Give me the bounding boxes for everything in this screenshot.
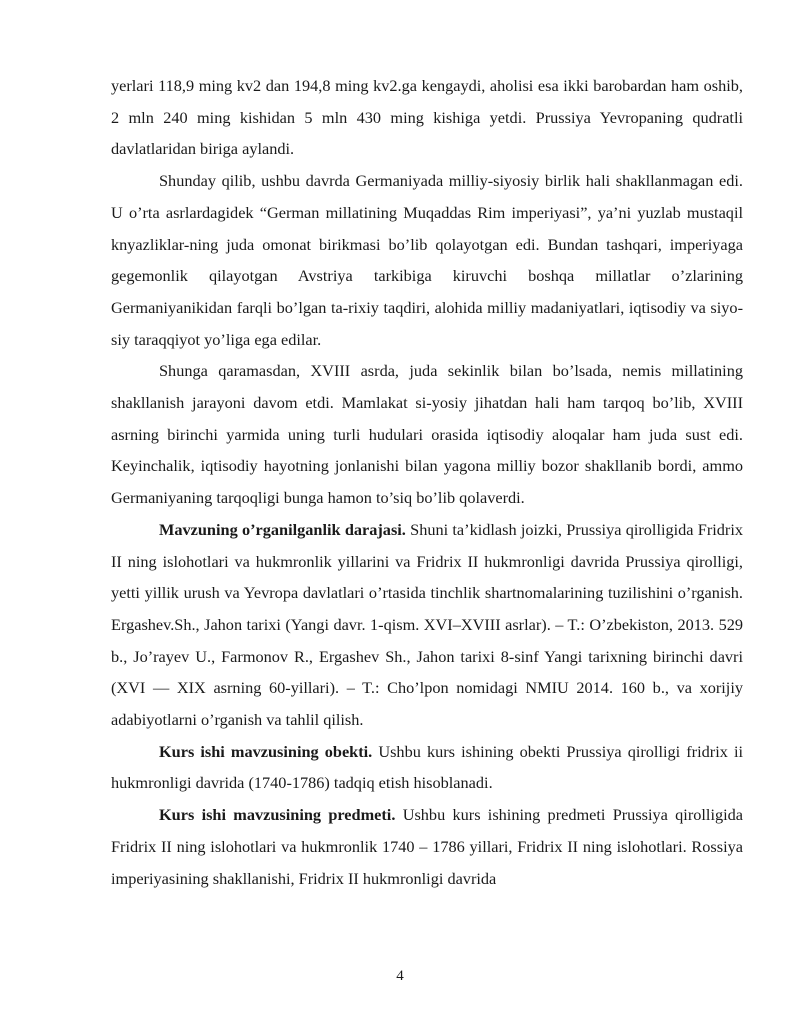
- paragraph-text: Shuni ta’kidlash joizki, Prussiya qirolligida Fridrix II ning islohotlari va hukmronlik yillarini va Fridrix II hukmronligi davrida Prussiya qirolligi, yetti yillik urush va Yevropa davlatlari o’rtasida tinchlik shartnomalarining tuzilishini o’rganish. Ergashev.Sh., Jahon tarixi (Yangi davr. 1-qism. XVI–XVIII asrlar). – T.: O’zbekiston, 2013. 529 b., Jo’rayev U., Farmonov R., Ergashev Sh., Jahon tarixi 8-sinf Yangi tarixning birinchi davri (XVI — XIX asrning 60-yillari). – T.: Cho’lpon nomidagi NMIU 2014. 160 b., va xorijiy adabiyotlarni o’rganish va tahlil qilish.: [111, 519, 743, 730]
- paragraph-subject: [111, 799, 743, 894]
- paragraph-text: Shunga qaramasdan, XVIII asrda, juda sekinlik bilan bo’lsada, nemis millatining shakllanish jarayoni davom etdi. Mamlakat si-yosiy jihatdan hali ham tarqoq bo’lib, XVIII asrning birinchi yarmida uning turli hudulari orasida iqtisodiy aloqalar ham juda sust edi. Keyinchalik, iqtisodiy hayotning jonlanishi bilan yagona milliy bozor shakllanib bordi, ammo Germaniyaning tarqoqligi bunga hamon to’siq bo’lib qolaverdi.: [111, 361, 743, 508]
- paragraph-research-level: [111, 514, 743, 736]
- paragraph-text: Ushbu kurs ishining obekti Prussiya qirolligi fridrix ii hukmronligi davrida (1740-1786) tadqiq etish hisoblanadi.: [111, 741, 743, 793]
- paragraph-germany-unity: [111, 165, 743, 355]
- paragraph-continuation: [111, 70, 743, 165]
- paragraph-object: [111, 736, 743, 799]
- paragraph-heading: Kurs ishi mavzusining predmeti.: [159, 805, 396, 825]
- paragraph-text: Ushbu kurs ishining predmeti Prussiya qirolligida Fridrix II ning islohotlari va hukmronlik 1740 – 1786 yillari, Fridrix II ning islohotlari. Rossiya imperiyasining shakllanishi, Fridrix II hukmronligi davrida: [111, 805, 743, 888]
- paragraph-heading: Kurs ishi mavzusining obekti.: [159, 741, 373, 761]
- paragraph-heading: Mavzuning o’rganilganlik darajasi.: [159, 519, 406, 539]
- paragraph-text: yerlari 118,9 ming kv2 dan 194,8 ming kv2.ga kengaydi, aholisi esa ikki barobardan ham oshib, 2 mln 240 ming kishidan 5 mln 430 ming kishiga yetdi. Prussiya Yevropaning qudratli davlatlaridan biriga aylandi.: [111, 76, 743, 159]
- page-number: 4: [396, 968, 404, 984]
- paragraph-text: Shunday qilib, ushbu davrda Germaniyada milliy-siyosiy birlik hali shakllanmagan edi. U o’rta asrlardagidek “German millatining Muqaddas Rim imperiyasi”, ya’ni yuzlab mustaqil knyazliklar-ning juda omonat birikmasi bo’lib qolayotgan edi. Bundan tashqari, imperiyaga gegemonlik qilayotgan Avstriya tarkibiga kiruvchi boshqa millatlar o’zlarining Germaniyanikidan farqli bo’lgan ta-rixiy taqdiri, alohida milliy madaniyatlari, iqtisodiy va siyo-siy taraqqiyot yo’liga ega edilar.: [111, 171, 743, 349]
- paragraph-nation-formation: [111, 355, 743, 514]
- body-text: [111, 70, 743, 894]
